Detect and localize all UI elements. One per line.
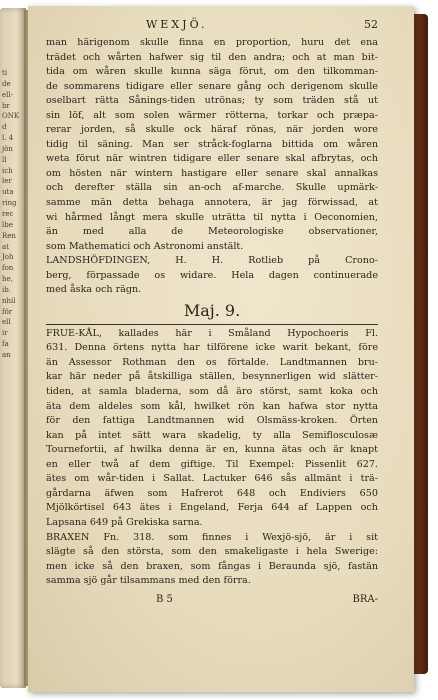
text-line: trädet och wårten hafwer sig til den andra; och at man bit- — [46, 51, 378, 63]
left-page-fragment: ir — [2, 329, 8, 338]
text-line: och derefter ställa sin an-och af-marche. Skulle upmärk- — [46, 182, 378, 194]
left-page-fragment: he, — [2, 275, 13, 284]
text-line: ätes om wår-tiden i Sallat. Lactuker 646 sås allmänt i trä- — [46, 473, 378, 485]
left-page-fragment: jön — [2, 144, 13, 153]
text-line: Mjölkörtisel 643 ätes i Engeland, Ferja 644 af Lappen och — [46, 502, 378, 514]
page-footer — [46, 591, 378, 609]
text-line: BRAXEN Fn. 318. som finnes i Wexjö-sjö, är i sit — [46, 531, 378, 543]
left-page-fragment: för — [2, 307, 13, 316]
left-page-fragment: d — [2, 123, 7, 132]
text-line: gårdarna äfwen som Hafrerot 648 och Endiviers 650 — [46, 487, 378, 499]
left-page-fragment: ring — [2, 199, 17, 208]
text-line: berg, förpassade os widare. Hela dagen continuerade — [46, 269, 378, 281]
left-page-fragment: br — [2, 101, 10, 110]
catchword: BRA- — [352, 593, 378, 605]
left-page-fragment: an — [2, 350, 11, 359]
text-line: med åska och rägn. — [46, 284, 142, 296]
left-page-fragment: ell — [2, 318, 11, 327]
text-line: en eller twå af dem giftige. Til Exempel: Pissenlit 627. — [46, 458, 378, 470]
text-line: de sommarens tidigare eller senare gång och derigenom skulle — [46, 80, 378, 92]
text-line: LANDSHÖFDINGEN, H. H. Rotlieb på Crono- — [46, 255, 378, 267]
left-page-fragment: lbe — [2, 220, 13, 229]
text-line: slägte så den största, som den smakeligaste i hela Swerige: — [46, 546, 378, 558]
text-line: kar här neder på åtskilliga ställen, besynnerligen wid slätter- — [46, 371, 378, 383]
text-line: FRUE-KÅL, kallades här i Småland Hypochoeris Fl. — [46, 327, 378, 339]
left-page-fragment: uta — [2, 188, 14, 197]
text-line: tida om wåren skulle kunna säga förut, om den tilkomman- — [46, 66, 378, 78]
book-cover-edge — [412, 14, 428, 674]
running-head: WEXJÖ. — [146, 18, 208, 31]
left-page-fragments — [2, 68, 19, 361]
text-line: oselbart rätta Sånings-tiden utrönas; ty som träden stå ut — [46, 95, 378, 107]
text-line: än Assessor Rothman den os förtalde. Landtmannen bru- — [46, 356, 378, 368]
left-page-fragment: ell- — [2, 90, 13, 99]
text-line: man härigenom skulle finna en proportion, huru det ena — [46, 37, 378, 48]
text-line: sin löf, alt som solen wärmer rötterna, torkar och præpa- — [46, 109, 378, 121]
page-header — [46, 16, 378, 36]
text-line: 631. Denna örtens nytta har tilförene icke warit bekant, före — [46, 342, 378, 354]
text-line: kan på intet sätt wara skadelig, ty alla Semiflosculosæ — [46, 429, 378, 441]
signature-mark: B 5 — [156, 593, 173, 605]
left-page-fragment: l. 4 — [2, 134, 14, 143]
date-heading: Maj. 9. — [183, 300, 241, 320]
text-line: än med alla de Meteorologiske observationer, — [46, 226, 378, 238]
text-line: tidig til säning. Man ser stråck-foglarna bittida om wåren — [46, 138, 378, 150]
left-page-fragment: rec — [2, 209, 14, 218]
paragraph-frue-kal — [46, 327, 378, 531]
text-line: men icke så den braxen, som fångas i Beraunda sjö, fastän — [46, 560, 378, 572]
left-page-fragment: de — [2, 79, 11, 88]
left-page-fragment: ti — [2, 69, 8, 77]
left-page-fragment: ler — [2, 177, 12, 186]
paragraph-sowing-time — [46, 36, 378, 254]
paragraph-landshofdingen — [46, 254, 378, 298]
text-line: som Mathematici och Astronomi anstält. — [46, 240, 244, 252]
text-line: wi hårmed långt mera skulle uträtta til nytta i Oeconomien, — [46, 211, 378, 223]
text-line: Lapsana 649 på Grekiska sarna. — [46, 516, 203, 528]
page-number: 52 — [364, 18, 378, 31]
left-page-edge — [0, 8, 26, 688]
left-page-fragment: ib. — [2, 285, 11, 294]
text-line: weta förut när wintren tidigare eller senare skal afbrytas, och — [46, 153, 378, 165]
paragraph-braxen — [46, 531, 378, 589]
text-line: tiden, at samla bladerna, som då äro störst, samt koka och — [46, 386, 378, 398]
left-page-fragment: Joh — [2, 253, 14, 262]
heading-rule — [46, 324, 378, 325]
left-page-fragment: fon — [2, 264, 14, 273]
left-page-fragment: ich — [2, 166, 13, 175]
left-page-fragment: at — [2, 242, 9, 251]
text-line: för den fattiga Landtmannen wid Olsmäss-kroken. Örten — [46, 415, 378, 427]
left-page-fragment: nhil — [2, 296, 16, 305]
left-page-fragment: ll — [2, 155, 7, 164]
book-page — [28, 6, 414, 692]
left-page-fragment: ONK — [2, 112, 20, 121]
left-page-fragment: fa — [2, 340, 9, 349]
text-line: rerar jorden, så skulle ock häraf rönas, när jorden wore — [46, 124, 378, 136]
text-line: samma sjö går tilsammans med den förra. — [46, 575, 251, 587]
text-line: äta dem aldeles som kål, hwilket rön kan hafwa stor nytta — [46, 400, 378, 412]
left-page-fragment: Ren — [2, 231, 16, 240]
text-line: Tournefortii, af hwilka denna är en, kunna ätas och är knapt — [46, 444, 378, 456]
text-line: samme män detta behaga annotera, är jag förwissad, at — [46, 197, 378, 209]
text-line: om hösten när wintern hastigare eller senare skal annalkas — [46, 167, 378, 179]
page-text-block — [46, 16, 378, 609]
